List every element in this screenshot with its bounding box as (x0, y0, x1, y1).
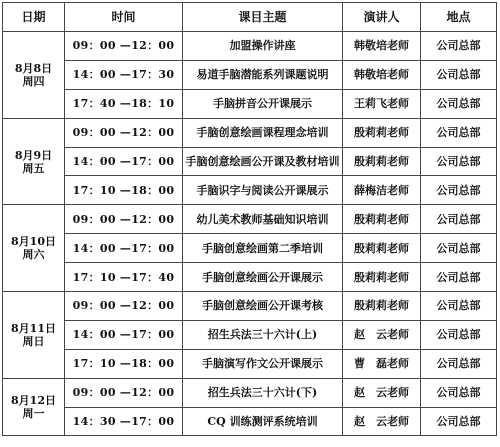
table-row (3, 378, 497, 407)
time-cell: 14：30 —17：00 (65, 407, 183, 436)
location-cell: 公司总部 (421, 176, 497, 205)
time-cell: 09：00 —12：00 (65, 118, 183, 147)
weekday-label: 周六 (22, 248, 45, 262)
speaker-cell: 殷莉莉老师 (343, 263, 421, 292)
topic-cell: 手脑演写作文公开课展示 (183, 349, 343, 378)
date-label: 8月11日 (11, 321, 56, 335)
date-label: 8月10日 (11, 235, 56, 249)
location-cell: 公司总部 (421, 118, 497, 147)
topic-cell: 手脑创意绘画课程理念培训 (183, 118, 343, 147)
topic-cell: CQ 训练测评系统培训 (183, 407, 343, 436)
table-row (3, 147, 497, 176)
date-label: 8月8日 (14, 61, 53, 75)
location-cell: 公司总部 (421, 60, 497, 89)
weekday-label: 周四 (22, 74, 45, 88)
topic-cell: 手脑创意绘画公开课及教材培训 (183, 147, 343, 176)
date-cell (3, 32, 65, 119)
date-label: 8月9日 (14, 148, 53, 162)
table-row (3, 263, 497, 292)
location-cell: 公司总部 (421, 292, 497, 321)
speaker-cell: 赵 云老师 (343, 407, 421, 436)
table-row (3, 89, 497, 118)
table-row (3, 60, 497, 89)
header-row (3, 3, 497, 32)
topic-cell: 手脑创意绘画公开课考核 (183, 292, 343, 321)
topic-cell: 手脑创意绘画公开课展示 (183, 263, 343, 292)
speaker-cell: 赵 云老师 (343, 320, 421, 349)
date-cell (3, 292, 65, 379)
speaker-cell: 韩敬培老师 (343, 32, 421, 61)
speaker-cell: 殷莉莉老师 (343, 147, 421, 176)
speaker-cell: 王莉飞老师 (343, 89, 421, 118)
location-cell: 公司总部 (421, 147, 497, 176)
topic-cell: 招生兵法三十六计(上) (183, 320, 343, 349)
location-cell: 公司总部 (421, 32, 497, 61)
speaker-cell: 殷莉莉老师 (343, 234, 421, 263)
time-cell: 17：10 —18：00 (65, 349, 183, 378)
date-cell (3, 118, 65, 205)
weekday-label: 周日 (22, 334, 45, 348)
table-row (3, 234, 497, 263)
location-cell: 公司总部 (421, 89, 497, 118)
schedule-body (3, 32, 497, 436)
table-row (3, 349, 497, 378)
time-cell: 17：10 —18：00 (65, 176, 183, 205)
speaker-cell: 曹 磊老师 (343, 349, 421, 378)
header-topic: 课目主题 (183, 3, 343, 32)
speaker-cell: 殷莉莉老师 (343, 118, 421, 147)
location-cell: 公司总部 (421, 349, 497, 378)
speaker-cell: 韩敬培老师 (343, 60, 421, 89)
speaker-cell: 赵 云老师 (343, 378, 421, 407)
topic-cell: 手脑识字与阅读公开课展示 (183, 176, 343, 205)
speaker-cell: 薛梅洁老师 (343, 176, 421, 205)
topic-cell: 幼儿美术教师基础知识培训 (183, 205, 343, 234)
weekday-label: 周五 (22, 161, 45, 175)
date-cell (3, 378, 65, 436)
header-date: 日期 (3, 3, 65, 32)
table-row (3, 118, 497, 147)
location-cell: 公司总部 (421, 234, 497, 263)
time-cell: 14：00 —17：30 (65, 60, 183, 89)
table-row (3, 292, 497, 321)
weekday-label: 周一 (22, 407, 45, 421)
location-cell: 公司总部 (421, 205, 497, 234)
time-cell: 14：00 —17：00 (65, 234, 183, 263)
speaker-cell: 殷莉莉老师 (343, 205, 421, 234)
time-cell: 09：00 —12：00 (65, 205, 183, 234)
topic-cell: 加盟操作讲座 (183, 32, 343, 61)
speaker-cell: 殷莉莉老师 (343, 292, 421, 321)
time-cell: 09：00 —12：00 (65, 378, 183, 407)
topic-cell: 手脑拼音公开课展示 (183, 89, 343, 118)
location-cell: 公司总部 (421, 263, 497, 292)
location-cell: 公司总部 (421, 320, 497, 349)
header-time: 时间 (65, 3, 183, 32)
topic-cell: 招生兵法三十六计(下) (183, 378, 343, 407)
time-cell: 17：10 —17：40 (65, 263, 183, 292)
topic-cell: 手脑创意绘画第二季培训 (183, 234, 343, 263)
header-location: 地点 (421, 3, 497, 32)
time-cell: 17：40 —18：10 (65, 89, 183, 118)
time-cell: 14：00 —17：00 (65, 320, 183, 349)
header-speaker: 演讲人 (343, 3, 421, 32)
location-cell: 公司总部 (421, 378, 497, 407)
time-cell: 09：00 —12：00 (65, 32, 183, 61)
date-cell (3, 205, 65, 292)
topic-cell: 易道手脑潜能系列课题说明 (183, 60, 343, 89)
table-row (3, 176, 497, 205)
table-row (3, 320, 497, 349)
time-cell: 09：00 —12：00 (65, 292, 183, 321)
table-row (3, 205, 497, 234)
time-cell: 14：00 —17：00 (65, 147, 183, 176)
location-cell: 公司总部 (421, 407, 497, 436)
table-row (3, 32, 497, 61)
date-label: 8月12日 (11, 394, 56, 408)
table-row (3, 407, 497, 436)
schedule-table (2, 2, 497, 436)
